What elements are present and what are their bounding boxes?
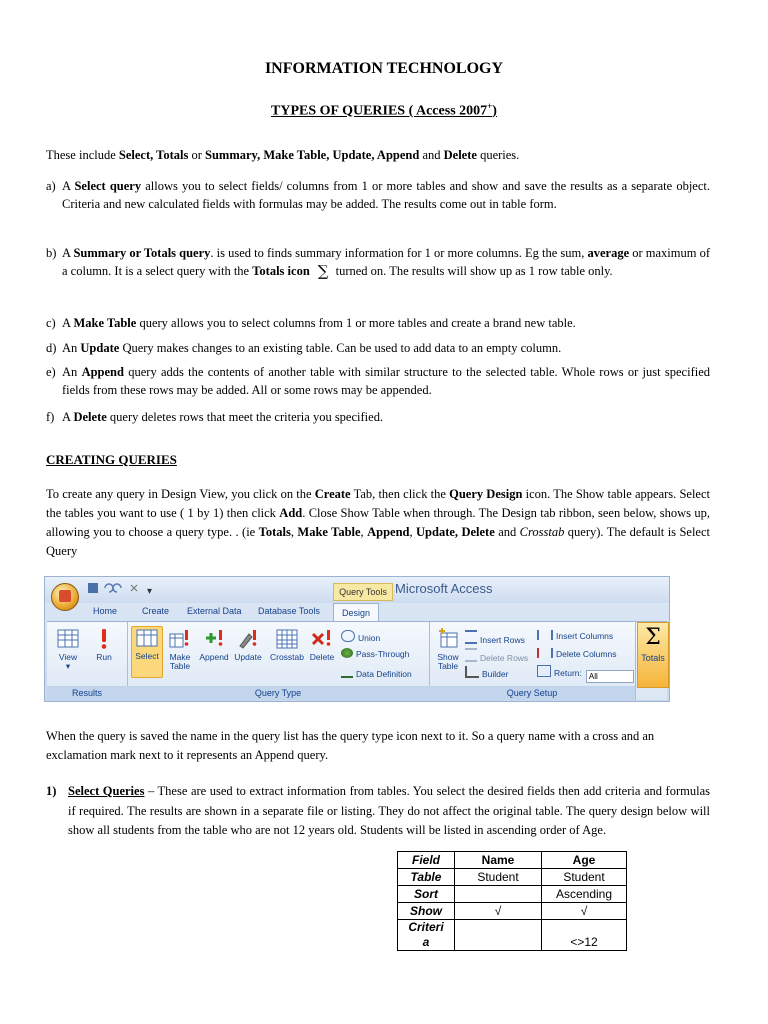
- item-bold: Select query: [74, 179, 142, 193]
- criteria-header-part: a: [422, 935, 430, 949]
- item-text: or maximum of a column. It is a select query with the: [62, 246, 711, 278]
- item-text: An: [62, 341, 81, 355]
- access-design-ribbon: [44, 576, 670, 702]
- delete-columns-label: Delete Columns: [556, 649, 617, 659]
- row-header-table: Table: [398, 869, 455, 886]
- sigma-icon: ∑: [317, 262, 329, 280]
- update-button[interactable]: [233, 628, 263, 662]
- select-queries-text: – These are used to extract information from tables. You select the desired fields then add criteria and formulas if required. The results are shown in a separate file or listing. They do not affect the original table. The query design below will show all students from the table who are not 12 years old. Students will be listed in ascending order of Age.: [68, 784, 710, 837]
- tab-design[interactable]: Design: [333, 603, 379, 622]
- item-body: [62, 177, 710, 213]
- show-table-icon: [437, 628, 459, 650]
- item-bold: Make Table: [73, 316, 137, 330]
- builder-wand-icon: [465, 666, 479, 678]
- creating-bold: Totals: [258, 525, 291, 539]
- item-label: e): [46, 365, 56, 379]
- append-button[interactable]: [199, 628, 229, 662]
- list-item-f: [46, 408, 710, 426]
- item-bold: Append: [81, 365, 124, 379]
- item-text: An: [62, 365, 82, 379]
- table-row: [398, 869, 627, 886]
- item-label: d): [46, 341, 57, 355]
- builder-label: Builder: [482, 669, 509, 679]
- item-bold: Delete: [73, 410, 107, 424]
- subtitle-sup: +: [487, 101, 493, 111]
- cell-sort-age: Ascending: [542, 886, 627, 903]
- intro-bold: Summary, Make Table, Update, Append: [205, 148, 420, 162]
- results-group-label: Results: [47, 686, 127, 700]
- creating-text: Tab, then click the: [350, 487, 450, 501]
- cell-sort-name: [455, 886, 542, 903]
- pass-through-label: Pass-Through: [356, 649, 410, 659]
- item-text: query deletes rows that meet the criteria you specified.: [106, 410, 384, 424]
- cell-show-age: √: [542, 903, 627, 920]
- show-table-button[interactable]: [433, 628, 463, 671]
- row-header-show: Show: [398, 903, 455, 920]
- select-queries-section: [46, 782, 710, 841]
- creating-bold: Create: [314, 487, 351, 501]
- insert-columns-button[interactable]: [537, 630, 613, 641]
- item-bold: average: [587, 246, 630, 260]
- select-query-button[interactable]: [131, 626, 163, 678]
- datasheet-view-icon: [57, 628, 79, 650]
- list-item-a: [46, 177, 710, 213]
- item-label: a): [46, 179, 56, 193]
- make-table-label: Table: [169, 661, 191, 671]
- insert-rows-button[interactable]: [465, 630, 525, 645]
- creating-text: ,: [409, 525, 417, 539]
- tab-create[interactable]: Create: [142, 606, 170, 616]
- insert-columns-icon: [537, 630, 553, 640]
- criteria-header-part: Criteri: [408, 920, 444, 934]
- delete-rows-label: Delete Rows: [480, 653, 529, 663]
- update-label: Update: [234, 652, 262, 662]
- tab-home[interactable]: Home: [93, 606, 118, 616]
- data-definition-label: Data Definition: [356, 669, 412, 679]
- creating-text: . Close Show Table when through. The Design tab ribbon, seen below, shows up, allowing you to choose a query type. . (ie: [46, 506, 711, 539]
- builder-button[interactable]: [465, 666, 508, 679]
- view-dropdown-arrow: ▾: [65, 661, 71, 671]
- list-item-c: [46, 314, 710, 332]
- crosstab-label: Crosstab: [269, 652, 304, 662]
- select-queries-heading: Select Queries: [68, 784, 145, 798]
- show-table-label: Show: [437, 652, 459, 662]
- item-body: [62, 244, 710, 280]
- item-body: [62, 339, 710, 357]
- return-label: Return:: [554, 668, 582, 678]
- item-text: A: [62, 410, 74, 424]
- delete-cross-icon: [311, 628, 333, 650]
- tab-database-tools[interactable]: Database Tools: [258, 606, 320, 616]
- item-text: query adds the contents of another table with similar structure to the selected table. Whole rows or just specified fields from these rows may be added. All or some rows may be appended.: [62, 365, 711, 397]
- delete-rows-button[interactable]: [465, 648, 528, 663]
- item-text: A: [62, 246, 74, 260]
- totals-button[interactable]: [637, 622, 669, 688]
- item-body: [62, 363, 710, 399]
- list-item-d: [46, 339, 710, 357]
- saved-query-paragraph: When the query is saved the name in the query list has the query type icon next to it. So a query name with a cross and an exclamation mark next to it represents an Append query.: [46, 729, 655, 762]
- creating-bold: Add: [279, 506, 303, 520]
- query-setup-group-label: Query Setup: [429, 686, 635, 700]
- creating-text: icon. The Show table appears. Select the tables you want to use ( 1 by 1) then click: [46, 487, 710, 520]
- row-header-field: Field: [398, 852, 455, 869]
- select-query-icon: [136, 627, 158, 649]
- item-label: f): [46, 410, 55, 424]
- item-body: [62, 314, 710, 332]
- insert-rows-label: Insert Rows: [480, 635, 525, 645]
- data-definition-button[interactable]: [341, 666, 412, 679]
- make-table-icon: [169, 628, 191, 650]
- row-header-sort: Sort: [398, 886, 455, 903]
- tab-external-data[interactable]: External Data: [187, 606, 242, 616]
- update-pencil-icon: [237, 628, 259, 650]
- item-label: c): [46, 316, 56, 330]
- item-label: b): [46, 246, 57, 260]
- creating-bold: Append: [367, 525, 410, 539]
- table-row: [398, 903, 627, 920]
- subtitle-end: ): [492, 103, 497, 119]
- query-tools-tab: Query Tools: [333, 583, 393, 601]
- intro-paragraph: [46, 147, 710, 164]
- table-row: [398, 920, 627, 951]
- item-bold: Summary or Totals query: [73, 246, 211, 260]
- query-type-group: [127, 622, 430, 700]
- item-text: A: [62, 316, 74, 330]
- row-header-criteria: [398, 920, 455, 951]
- list-item-b: [46, 244, 710, 280]
- query-type-group-label: Query Type: [127, 686, 429, 700]
- page-subtitle: [0, 101, 768, 120]
- section-number: 1): [46, 784, 57, 798]
- subtitle-text: TYPES OF QUERIES ( Access 2007: [271, 103, 488, 119]
- quick-access-toolbar[interactable]: [87, 582, 155, 597]
- results-group: [47, 622, 128, 700]
- cell-field-age: Age: [542, 852, 627, 869]
- intro-bold: Select, Totals: [118, 148, 189, 162]
- delete-button[interactable]: [307, 628, 337, 662]
- ribbon-title-bar: [45, 577, 669, 603]
- creating-text: query). The default is Select Query: [46, 525, 710, 558]
- intro-text: and: [419, 148, 444, 162]
- view-button[interactable]: [53, 628, 83, 671]
- creating-bold: Query Design: [449, 487, 523, 501]
- creating-bold: Make Table: [297, 525, 361, 539]
- item-body: [62, 408, 710, 426]
- item-bold: Update: [80, 341, 120, 355]
- ribbon-groups: [47, 621, 667, 700]
- cell-table-name: Student: [455, 869, 542, 886]
- creating-paragraph: [46, 485, 710, 561]
- save-undo-redo-icon: [87, 582, 147, 594]
- cell-field-name: Name: [455, 852, 542, 869]
- totals-label: Totals: [641, 653, 665, 663]
- cell-criteria-age: <>12: [542, 920, 627, 951]
- crosstab-icon: [276, 628, 298, 650]
- delete-rows-icon: [465, 648, 477, 662]
- page-title: INFORMATION TECHNOLOGY: [264, 60, 504, 77]
- insert-columns-label: Insert Columns: [556, 631, 614, 641]
- item-text: allows you to select fields/ columns from 1 or more tables and show and save the results as a separate object. Criteria and new calculated fields with formulas may be added. The results come out in table form.: [62, 179, 710, 211]
- sigma-totals-icon: Σ: [645, 625, 661, 650]
- creating-bold: Update, Delete: [416, 525, 495, 539]
- intro-text: or: [188, 148, 206, 162]
- creating-text: ,: [290, 525, 298, 539]
- intro-text: queries.: [476, 148, 520, 162]
- item-text: Query makes changes to an existing table. Can be used to add data to an empty column.: [119, 341, 562, 355]
- select-label: Select: [135, 651, 159, 661]
- table-row: [398, 886, 627, 903]
- return-icon: [537, 665, 551, 677]
- union-button[interactable]: [341, 630, 380, 643]
- return-control: [537, 665, 634, 683]
- cell-criteria-name: [455, 920, 542, 951]
- make-table-button[interactable]: [165, 628, 195, 671]
- insert-rows-icon: [465, 630, 477, 644]
- creating-text: and: [494, 525, 520, 539]
- qat-dropdown[interactable]: ▾: [147, 586, 156, 597]
- union-label: Union: [358, 633, 381, 643]
- creating-queries-heading: CREATING QUERIES: [46, 452, 177, 467]
- list-item-e: [46, 363, 710, 399]
- query-design-grid: [397, 851, 627, 951]
- delete-columns-button[interactable]: [537, 648, 616, 659]
- item-text: A: [62, 179, 75, 193]
- crosstab-button[interactable]: [269, 628, 305, 662]
- query-setup-group: [429, 622, 636, 700]
- return-dropdown[interactable]: All: [586, 670, 634, 683]
- delete-label: Delete: [309, 652, 335, 662]
- delete-columns-icon: [537, 648, 553, 658]
- intro-text: These include: [46, 148, 119, 162]
- run-button[interactable]: [89, 628, 119, 662]
- item-bold: Totals icon: [252, 264, 310, 278]
- show-table-label: Table: [437, 661, 459, 671]
- table-row: [398, 852, 627, 869]
- append-icon: [203, 628, 225, 650]
- run-label: Run: [96, 652, 112, 662]
- view-label: View: [58, 652, 78, 662]
- cell-show-name: √: [455, 903, 542, 920]
- creating-italic: Crosstab: [519, 525, 565, 539]
- item-text: query allows you to select columns from 1 or more tables and create a brand new table.: [136, 316, 576, 330]
- creating-text: ,: [360, 525, 368, 539]
- union-icon: [341, 630, 355, 642]
- app-title: Microsoft Access: [395, 581, 493, 596]
- item-text: turned on. The results will show up as 1 row table only.: [332, 264, 613, 278]
- item-text: . is used to finds summary information for 1 or more columns. Eg the sum,: [210, 246, 588, 260]
- data-definition-icon: [341, 666, 353, 678]
- append-label: Append: [199, 652, 229, 662]
- intro-bold: Delete: [443, 148, 477, 162]
- pass-through-button[interactable]: [341, 648, 409, 659]
- ribbon-tabs: [45, 603, 669, 621]
- exclamation-icon: [93, 628, 115, 650]
- globe-icon: [341, 648, 353, 658]
- make-table-label: Make: [169, 652, 191, 662]
- cell-table-age: Student: [542, 869, 627, 886]
- select-queries-body: [68, 782, 710, 841]
- creating-text: To create any query in Design View, you click on the: [46, 487, 315, 501]
